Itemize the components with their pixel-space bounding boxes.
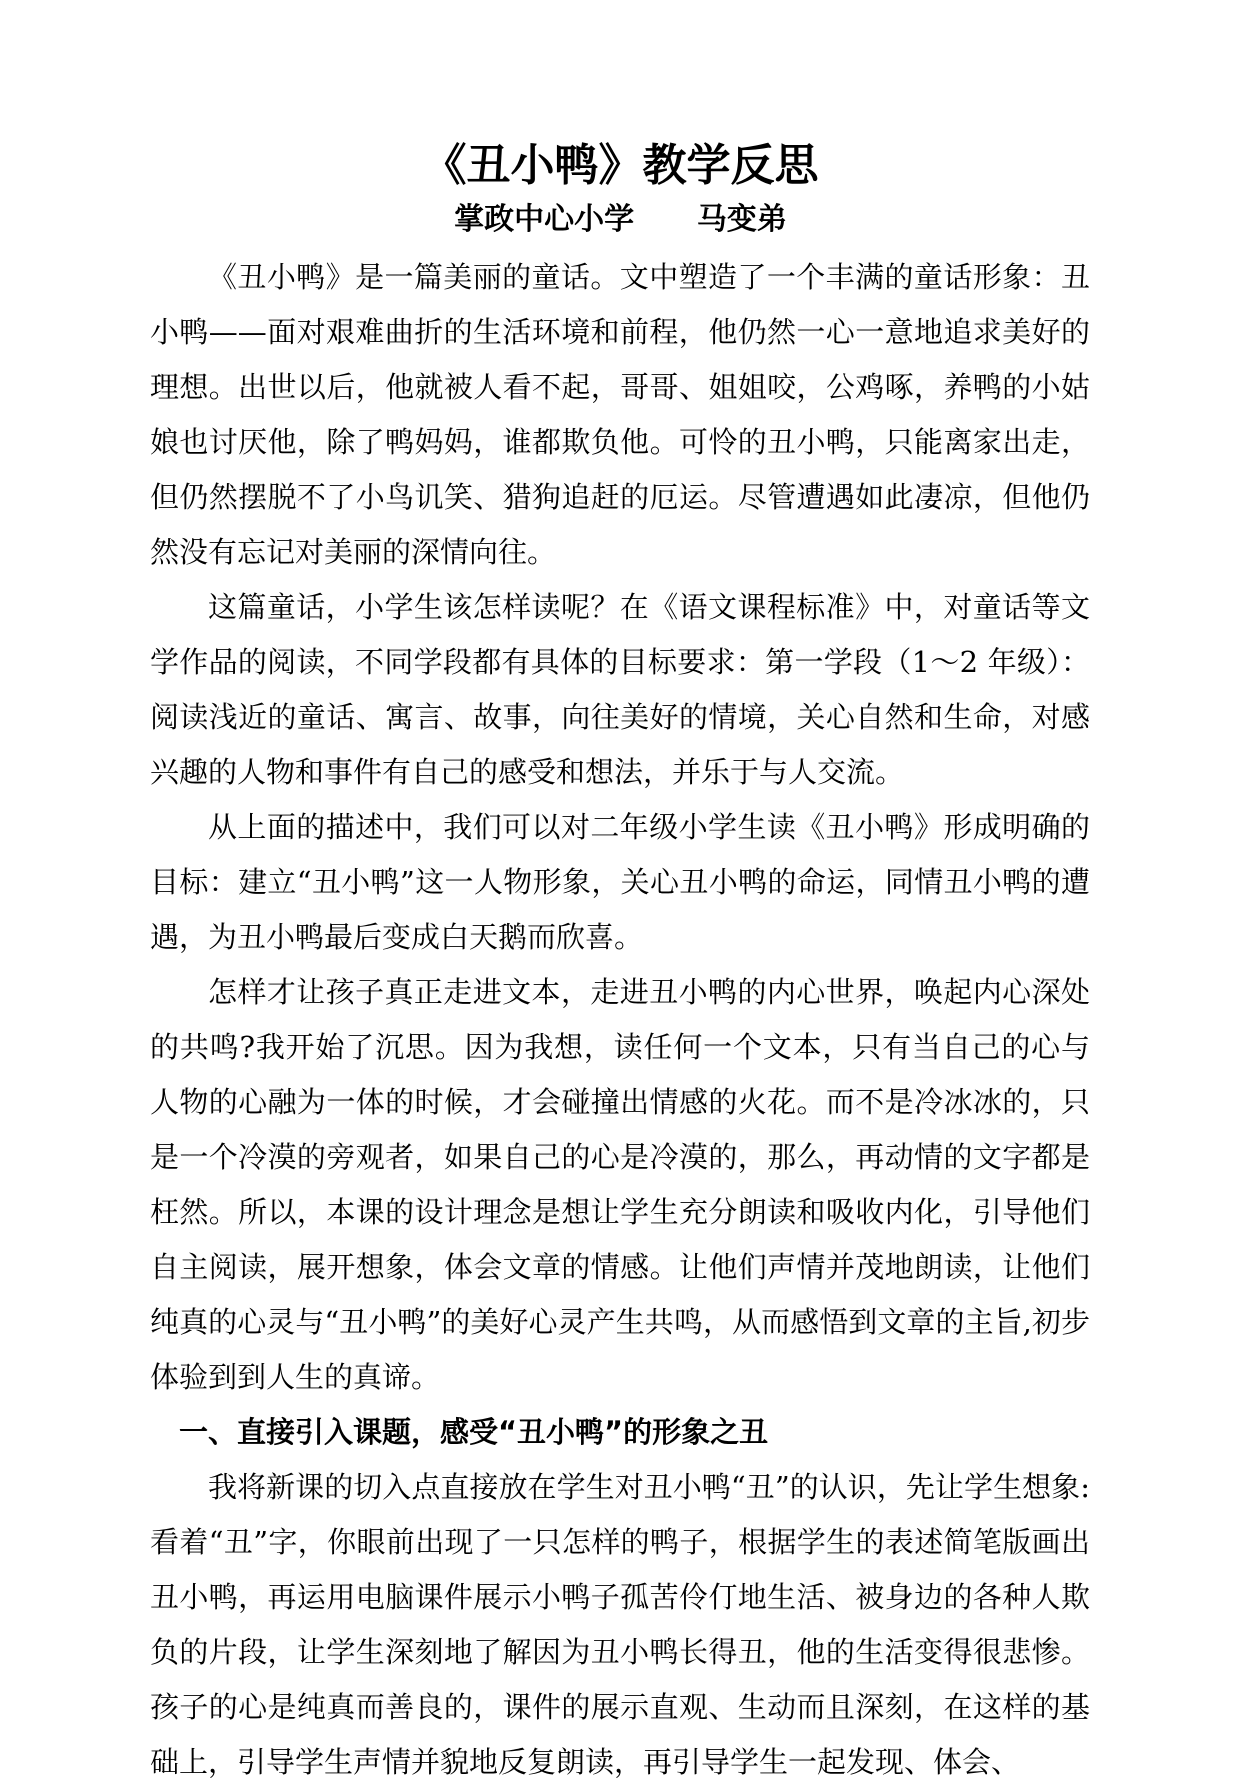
document-title: 《丑小鸭》教学反思 (422, 140, 819, 191)
document-body (150, 250, 1090, 1790)
paragraph-1: 《丑小鸭》是一篇美丽的童话。文中塑造了一个丰满的童话形象：丑小鸭——面对艰难曲折的生活环境和前程，他仍然一心一意地追求美好的理想。出世以后，他就被人看不起，哥哥、姐姐咬，公鸡啄，养鸭的小姑娘也讨厌他，除了鸭妈妈，谁都欺负他。可怜的丑小鸭，只能离家出走，但仍然摆脱不了小鸟讥笑、猎狗追赶的厄运。尽管遭遇如此凄凉，但他仍然没有忘记对美丽的深情向往。 (150, 260, 1090, 569)
section-paragraph: 我将新课的切入点直接放在学生对丑小鸭“丑”的认识，先让学生想象:看着“丑”字，你眼前出现了一只怎样的鸭子，根据学生的表述简笔版画出丑小鸭，再运用电脑课件展示小鸭子孤苦伶仃地生活、被身边的各种人欺负的片段，让学生深刻地了解因为丑小鸭长得丑，他的生活变得很悲惨。孩子的心是纯真而善良的，课件的展示直观、生动而且深刻，在这样的基础上，引导学生声情并貌地反复朗读，再引导学生一起发现、体会、 (150, 1470, 1090, 1779)
paragraph-4: 怎样才让孩子真正走进文本，走进丑小鸭的内心世界，唤起内心深处的共鸣?我开始了沉思。因为我想，读任何一个文本，只有当自己的心与人物的心融为一体的时候，才会碰撞出情感的火花。而不是冷冰冰的，只是一个冷漠的旁观者，如果自己的心是冷漠的，那么，再动情的文字都是枉然。所以，本课的设计理念是想让学生充分朗读和吸收内化，引导他们自主阅读，展开想象，体会文章的情感。让他们声情并茂地朗读，让他们纯真的心灵与“丑小鸭”的美好心灵产生共鸣，从而感悟到文章的主旨,初步体验到到人生的真谛。 (150, 975, 1090, 1394)
section-heading: 一、直接引入课题，感受“丑小鸭”的形象之丑 (179, 1415, 769, 1449)
paragraph-3: 从上面的描述中，我们可以对二年级小学生读《丑小鸭》形成明确的目标：建立“丑小鸭”这一人物形象，关心丑小鸭的命运，同情丑小鸭的遭遇，为丑小鸭最后变成白天鹅而欣喜。 (150, 810, 1090, 954)
author-line: 掌政中心小学 马变弟 (454, 202, 787, 237)
paragraph-2: 这篇童话，小学生该怎样读呢？在《语文课程标准》中，对童话等文学作品的阅读，不同学段都有具体的目标要求：第一学段（1～2 年级）：阅读浅近的童话、寓言、故事，向往美好的情境，关心自然和生命，对感兴趣的人物和事件有自己的感受和想法，并乐于与人交流。 (150, 590, 1090, 789)
